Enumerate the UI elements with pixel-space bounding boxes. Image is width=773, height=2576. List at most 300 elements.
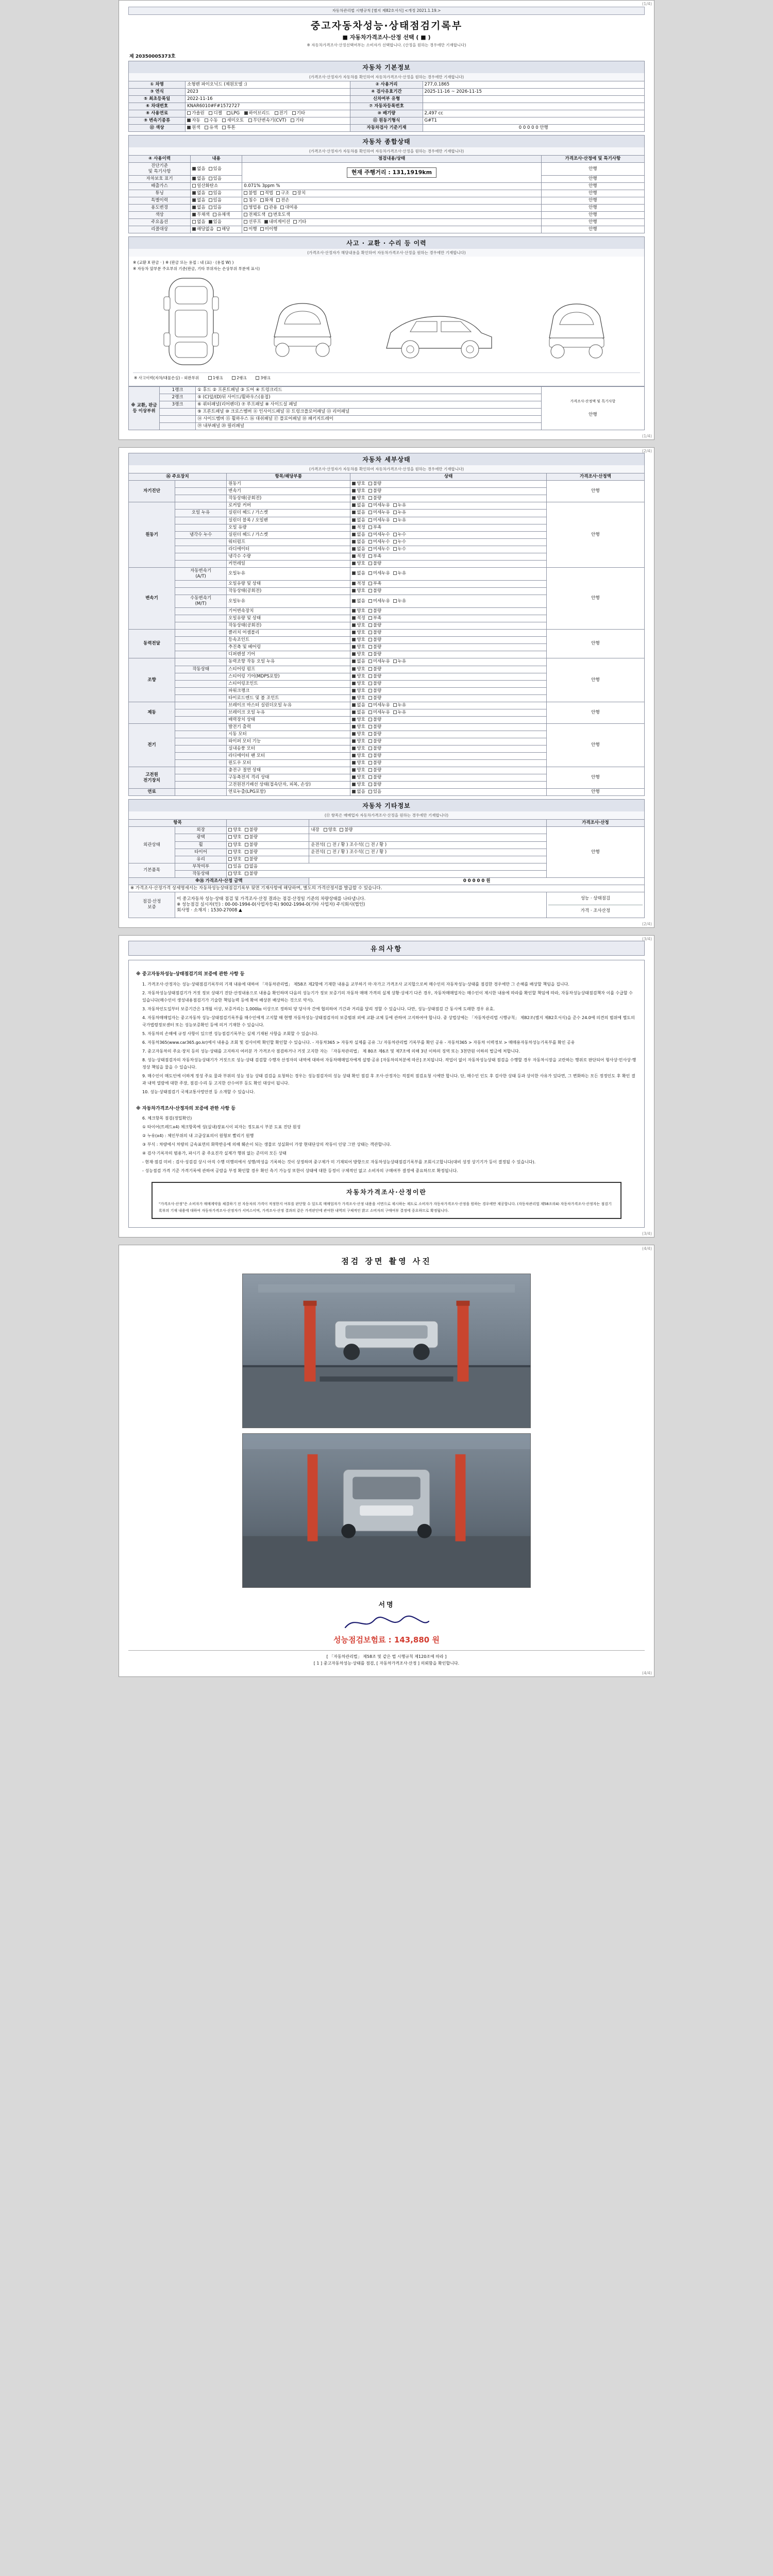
device-item-6-2: 와이퍼 모터 기능 <box>227 738 350 745</box>
checkbox-color-tinted[interactable] <box>205 126 208 129</box>
checkbox-3-3-양호[interactable] <box>352 652 356 656</box>
checkbox-fuel-lpg[interactable] <box>227 111 230 115</box>
options-options[interactable]: 없음 있음 <box>191 219 242 226</box>
fuel-options[interactable]: 가솔린 디젤 LPG 하이브리드 전기 기타 <box>186 110 350 117</box>
checkbox-paint-none[interactable] <box>192 213 196 216</box>
checkbox-trans-manual[interactable] <box>205 118 208 122</box>
device-state-1-5[interactable]: 없음 미세누수 누수 <box>350 538 546 546</box>
checkbox-5-1-없음[interactable] <box>352 710 356 714</box>
col-main-device: ⑯ 주요장치 <box>129 473 227 481</box>
device-state-5-2[interactable]: 양호 불량 <box>350 716 546 723</box>
device-state-4-4[interactable]: 양호 불량 <box>350 687 546 694</box>
checkbox-4-0-미세누유[interactable] <box>368 659 372 663</box>
checkbox-3-2-불량[interactable] <box>368 645 372 649</box>
checkbox-3-1-불량[interactable] <box>368 638 372 641</box>
checkbox-paint-yes[interactable] <box>213 213 216 216</box>
checkbox-special-none[interactable] <box>192 198 196 202</box>
device-state-0-2[interactable]: 양호 불량 <box>350 495 546 502</box>
section-etc-bar: 자동차 기타정보 <box>128 799 645 811</box>
checkbox-opt-none[interactable] <box>192 220 196 224</box>
paint-options[interactable]: 무채색 유채색 <box>191 212 242 219</box>
checkbox-2-0-누유[interactable] <box>393 571 397 575</box>
device-item-6-3: 실내송풍 모터 <box>227 745 350 753</box>
device-sub-0-2 <box>175 495 227 502</box>
device-state-4-2[interactable]: 양호 불량 <box>350 673 546 680</box>
transmission-options[interactable]: 자동 수동 세미오토 무단변속기(CVT) 기타 <box>186 117 350 124</box>
device-sub-1-7 <box>175 553 227 560</box>
checkbox-fuel-electric[interactable] <box>275 111 278 115</box>
checkbox-polish-bad[interactable] <box>245 835 248 839</box>
device-state-2-2[interactable]: 양호 불량 <box>350 588 546 595</box>
checkbox-special-total[interactable] <box>276 198 280 202</box>
checkbox-7-2-불량[interactable] <box>368 783 372 786</box>
checkbox-usechange-none[interactable] <box>192 206 196 209</box>
notice-item-3: 4. 자동차매매업자는 중고자동차 성능·상태점검기록부를 매수인에게 고지할 때 현행 자동차성능·상태점검자의 보증범위 외에 교환·교체 등에 관하여 고지하여야 합니다. 중 상법상에는 「자동차관리법 시행규칙」 제82조(별지 제82호서식)을 준수 24.0에 의견의 범위에 별도의 국가법령정보센터 또는 성능보증확인 등에 의거 기재한 수 있습니다. <box>142 1015 635 1027</box>
checkbox-trans-cvt[interactable] <box>248 118 252 122</box>
etc-right-wheel[interactable]: 운전석( □ 전 / 황 ) 조수석( □ 전 / 황 ) <box>309 841 546 849</box>
legend-rank-3: 3랭크 <box>256 375 270 381</box>
panel-text-6: ⑲ 내부패널 ⑳ 필러패널 <box>196 423 542 430</box>
checkbox-recall-na[interactable] <box>192 227 196 231</box>
checkbox-opt-yes[interactable] <box>209 220 212 224</box>
checkbox-tuning-structure[interactable] <box>276 191 280 195</box>
device-state-1-4[interactable]: 없음 미세누수 누수 <box>350 531 546 538</box>
device-state-1-0[interactable]: 없음 미세누유 누유 <box>350 502 546 510</box>
checkbox-recall-yes[interactable] <box>217 227 221 231</box>
color-options[interactable]: 원색 유색 투톤 <box>186 124 350 131</box>
col-state: 상태 <box>350 473 546 481</box>
checkbox-7-1-양호[interactable] <box>352 775 356 779</box>
device-sub-0-0 <box>175 481 227 488</box>
device-state-1-2[interactable]: 없음 미세누유 누유 <box>350 517 546 524</box>
checkbox-diagnosis-yes[interactable] <box>209 167 212 171</box>
recall-detail[interactable]: 이행 미이행 <box>242 226 542 233</box>
device-sub-1-8 <box>175 560 227 567</box>
checkbox-paint-full[interactable] <box>244 213 247 216</box>
checkbox-1-4-미세누수[interactable] <box>368 533 372 536</box>
notice-subitem-4: ④ 검사·기록자의 범용가, 파시기 중 주요진각 실제가 행위 없는 준미의 모든 상태 <box>142 1151 287 1156</box>
checkbox-0-0-양호[interactable] <box>352 482 356 485</box>
checkbox-exterior-good[interactable] <box>228 828 232 832</box>
device-state-6-3[interactable]: 양호 불량 <box>350 745 546 753</box>
checkbox-tuning-illegal[interactable] <box>244 191 247 195</box>
checkbox-special-yes[interactable] <box>209 198 212 202</box>
checkbox-2-5-부족[interactable] <box>368 616 372 620</box>
checkbox-1-2-누유[interactable] <box>393 518 397 522</box>
checkbox-1-5-없음[interactable] <box>352 540 356 544</box>
checkbox-1-7-부족[interactable] <box>368 554 372 558</box>
etc-label-polish: 광택 <box>175 834 227 841</box>
checkbox-attach-no[interactable] <box>245 865 248 868</box>
checkbox-6-2-불량[interactable] <box>368 739 372 743</box>
notice-subitem-6: - 성능점검 가격 기준 가격기록에 관하여 공람을 부정 확인할 경우 확인 측기 가능성 또한이 상태에 대한 등정이 구체적인 없고 소비자의 구매여부 결정에 중요하므로 확정됩니다. <box>142 1168 458 1174</box>
checkbox-2-1-적정[interactable] <box>352 582 356 585</box>
device-state-5-0[interactable]: 없음 미세누유 누유 <box>350 702 546 709</box>
checkbox-polish-good[interactable] <box>228 835 232 839</box>
checkbox-5-0-없음[interactable] <box>352 703 356 707</box>
page-4 <box>119 1245 654 1677</box>
checkbox-glass-bad[interactable] <box>245 857 248 861</box>
checkbox-1-8-불량[interactable] <box>368 562 372 565</box>
checkbox-1-4-누수[interactable] <box>393 533 397 536</box>
device-item-2-0: 오일누유 <box>227 567 350 580</box>
checkbox-1-6-누수[interactable] <box>393 547 397 551</box>
etc-opt-wheel[interactable]: 양호 불량 <box>227 841 309 849</box>
etc-opt-operation[interactable]: 양호 불량 <box>227 870 547 877</box>
checkbox-6-0-불량[interactable] <box>368 725 372 728</box>
checkbox-tuning-yes[interactable] <box>209 191 212 195</box>
usechange-detail[interactable]: 영업용 관용 대여용 <box>242 205 542 212</box>
etc-opt-tire[interactable]: 양호 불량 <box>227 849 309 856</box>
checkbox-2-2-양호[interactable] <box>352 589 356 592</box>
etc-opt-attach[interactable]: 있음 없음 <box>227 863 547 870</box>
special-options[interactable]: 없음 있음 <box>191 197 242 205</box>
device-state-2-5[interactable]: 적정 부족 <box>350 615 546 622</box>
checkbox-1-2-없음[interactable] <box>352 518 356 522</box>
inspector-notes <box>175 892 547 918</box>
emission-options[interactable]: 일산화탄소 <box>191 183 242 190</box>
checkbox-use-gov[interactable] <box>264 206 268 209</box>
checkbox-2-1-부족[interactable] <box>368 582 372 585</box>
device-state-0-0[interactable]: 양호 불량 <box>350 481 546 488</box>
device-state-7-2[interactable]: 양호 불량 <box>350 782 546 789</box>
device-state-2-3[interactable]: 없음 미세누유 누유 <box>350 595 546 608</box>
checkbox-trans-semi[interactable] <box>222 118 226 122</box>
device-item-2-5: 오일유량 및 상태 <box>227 615 350 622</box>
checkbox-diagnosis-none[interactable] <box>192 167 196 171</box>
device-remark-6: 안행 <box>546 723 644 767</box>
checkbox-0-1-양호[interactable] <box>352 489 356 493</box>
row-label-mileage-mark: 자차보호 표기 <box>129 176 191 183</box>
checkbox-0-2-불량[interactable] <box>368 496 372 500</box>
paint-detail[interactable]: 전체도색 번호도색 <box>242 212 542 219</box>
checkbox-0-2-양호[interactable] <box>352 496 356 500</box>
checkbox-0-0-불량[interactable] <box>368 482 372 485</box>
checkbox-use-rental[interactable] <box>280 206 284 209</box>
checkbox-3-1-양호[interactable] <box>352 638 356 641</box>
checkbox-1-5-미세누수[interactable] <box>368 540 372 544</box>
remark-special: 안행 <box>541 197 644 205</box>
checkbox-4-3-양호[interactable] <box>352 682 356 685</box>
legend-rank-2: 2랭크 <box>232 375 246 381</box>
checkbox-4-2-양호[interactable] <box>352 674 356 678</box>
checkbox-1-8-양호[interactable] <box>352 562 356 565</box>
checkbox-tuning-legal[interactable] <box>260 191 264 195</box>
checkbox-3-0-불량[interactable] <box>368 631 372 634</box>
checkbox-recall-notdone[interactable] <box>260 227 264 231</box>
row-label-paint: 색상 <box>129 212 191 219</box>
etc-opt-polish[interactable]: 양호 불량 <box>227 834 309 841</box>
checkbox-4-2-불량[interactable] <box>368 674 372 678</box>
device-state-1-7[interactable]: 적정 부족 <box>350 553 546 560</box>
checkbox-1-3-적정[interactable] <box>352 526 356 529</box>
device-state-6-0[interactable]: 양호 불량 <box>350 723 546 731</box>
device-state-3-3[interactable]: 양호 불량 <box>350 651 546 658</box>
checkbox-8-0-없음[interactable] <box>352 790 356 793</box>
checkbox-6-1-양호[interactable] <box>352 732 356 736</box>
checkbox-2-6-양호[interactable] <box>352 623 356 627</box>
device-state-6-4[interactable]: 양호 불량 <box>350 753 546 760</box>
checkbox-mark-none[interactable] <box>192 177 196 180</box>
device-state-4-0[interactable]: 없음 미세누유 누유 <box>350 658 546 666</box>
checkbox-7-2-양호[interactable] <box>352 783 356 786</box>
checkbox-2-4-불량[interactable] <box>368 609 372 613</box>
notice-item-7: 8. 성능·상태점검자의 자동차성능상태기가 거짓으로 성능·상태 검검할 수행자 산정자의 내역에 대하여 자동차매매업자에게 설명·공유 [자동차의처분에 따른] 조치됩니다. 작업이 없이 자동차성능상태 점검을 수행할 경우 자동차시장을 교란하는 행위로 판단되어 형사상·민사상·행정상 책임을 물을 수 있습니다. <box>142 1057 636 1070</box>
checkbox-paint-partial[interactable] <box>268 213 272 216</box>
device-state-7-0[interactable]: 양호 불량 <box>350 767 546 774</box>
checkbox-0-1-불량[interactable] <box>368 489 372 493</box>
device-state-1-1[interactable]: 없음 미세누유 누유 <box>350 510 546 517</box>
checkbox-opt-sunroof[interactable] <box>244 220 247 224</box>
checkbox-1-4-없음[interactable] <box>352 533 356 536</box>
checkbox-mark-yes[interactable] <box>209 177 212 180</box>
checkbox-2-6-불량[interactable] <box>368 623 372 627</box>
device-state-1-8[interactable]: 양호 불량 <box>350 560 546 567</box>
checkbox-fuel-diesel[interactable] <box>209 111 212 115</box>
checkbox-1-0-없음[interactable] <box>352 503 356 507</box>
recall-options[interactable]: 해당없음 해당 <box>191 226 242 233</box>
tuning-options[interactable]: 없음 있음 <box>191 190 242 197</box>
checkbox-interior-bad[interactable] <box>340 828 343 832</box>
inspector-note-1: 이 중고자동차 성능·상태 점검 및 가격조사·산정 결과는 점검·산정일 기준의 차량상태를 나타냅니다. <box>177 896 366 902</box>
detail-status-table <box>128 473 645 796</box>
checkbox-6-5-불량[interactable] <box>368 761 372 765</box>
device-sub-2-1 <box>175 580 227 587</box>
guarantee-title: 자동차가격조사·산정이란 <box>346 1189 427 1196</box>
device-sub-1-2 <box>175 517 227 524</box>
device-state-0-1[interactable]: 양호 불량 <box>350 488 546 495</box>
panel-text-3: ⑥ 쿼터패널(리어펜더) ⑦ 루프패널 ⑧ 사이드실 패널 <box>196 401 542 409</box>
checkbox-7-0-양호[interactable] <box>352 768 356 772</box>
checkbox-5-0-미세누유[interactable] <box>368 703 372 707</box>
checkbox-3-3-불량[interactable] <box>368 652 372 656</box>
legend-rank-1: 1랭크 <box>208 375 223 381</box>
checkbox-2-0-없음[interactable] <box>352 571 356 575</box>
notice-subitem-0: 6. 체크항목 점검(정밀확인) <box>142 1116 192 1121</box>
options-detail[interactable]: 선루프 내비게이션 기타 <box>242 219 542 226</box>
checkbox-6-3-불량[interactable] <box>368 747 372 750</box>
device-state-2-0[interactable]: 없음 미세누유 누유 <box>350 567 546 580</box>
checkbox-tire-bad[interactable] <box>245 850 248 854</box>
page-tag-2: (2/4) <box>642 449 652 454</box>
device-state-1-3[interactable]: 적정 부족 <box>350 524 546 531</box>
checkbox-4-1-불량[interactable] <box>368 667 372 671</box>
device-item-0-2: 작동상태(공회전) <box>227 495 350 502</box>
table-row <box>129 630 645 637</box>
panel-text-1: ① 후드 ② 프론트패널 ③ 도어 ④ 트렁크리드 <box>196 386 542 394</box>
diagnosis-options[interactable]: 없음 있음 <box>191 163 242 176</box>
col-remark: 가격조사·산정에 및 특기사항 <box>541 155 644 162</box>
checkbox-2-3-미세누유[interactable] <box>368 599 372 603</box>
usechange-options[interactable]: 없음 있음 <box>191 205 242 212</box>
checkbox-7-1-불량[interactable] <box>368 775 372 779</box>
etc-right-tire[interactable]: 운전석( □ 전 / 황 ) 조수석( □ 전 / 황 ) <box>309 849 546 856</box>
etc-opt-exterior[interactable]: 양호 불량 <box>227 827 309 834</box>
checkbox-4-0-없음[interactable] <box>352 659 356 663</box>
checkbox-tuning-device[interactable] <box>293 191 296 195</box>
checkbox-6-5-양호[interactable] <box>352 761 356 765</box>
checkbox-1-2-미세누유[interactable] <box>368 518 372 522</box>
checkbox-color-solid[interactable] <box>187 126 191 129</box>
checkbox-tire-good[interactable] <box>228 850 232 854</box>
etc-label-wheel: 휠 <box>175 841 227 849</box>
device-state-7-1[interactable]: 양호 불량 <box>350 774 546 782</box>
checkbox-5-1-누유[interactable] <box>393 710 397 714</box>
page-foot-1: (1/4) <box>642 434 652 439</box>
checkbox-5-2-불량[interactable] <box>368 718 372 721</box>
checkbox-1-5-누수[interactable] <box>393 540 397 544</box>
legend-title: ※ 사고이력(자차/대물손실) - 외판부위 <box>134 375 199 380</box>
device-state-5-1[interactable]: 없음 미세누유 누유 <box>350 709 546 716</box>
checkbox-5-2-양호[interactable] <box>352 718 356 721</box>
device-remark-1: 안행 <box>546 502 644 567</box>
checkbox-use-business[interactable] <box>244 206 247 209</box>
etc-opt-glass[interactable]: 양호 불량 <box>227 856 309 863</box>
checkbox-interior-good[interactable] <box>324 828 327 832</box>
checkbox-6-4-불량[interactable] <box>368 754 372 757</box>
notice-item-2: 3. 자동차인도일부터 보증기간은 1개월 이상, 보증거리는 1,000㎞ 이상으로 정하되 양 당사자 간에 협의하여 기간과 거리를 달리 정할 수 있습니다. 다만, 성능·상태점검 간 동시에 도래한 경우 유효. <box>142 1006 495 1011</box>
notice-body <box>128 960 645 1228</box>
checkbox-1-6-없음[interactable] <box>352 547 356 551</box>
value-car-name: 소형렌 파이오닉드 (제원모델 :) <box>186 81 350 88</box>
device-sub-1-0 <box>175 502 227 510</box>
diagram-guide-1: ※ (교환 X 판금 · ) ※ (판금 또는 용접 : 내 (표) · (용접 W) ) <box>133 260 234 265</box>
device-state-3-2[interactable]: 양호 불량 <box>350 644 546 651</box>
mileage-mark-options[interactable]: 없음 있음 <box>191 176 242 183</box>
table-row <box>129 481 645 488</box>
device-sub-6-4 <box>175 753 227 760</box>
checkbox-6-1-불량[interactable] <box>368 732 372 736</box>
checkbox-attach-yes[interactable] <box>228 865 232 868</box>
checkbox-tuning-none[interactable] <box>192 191 196 195</box>
checkbox-usechange-yes[interactable] <box>209 206 212 209</box>
checkbox-4-0-누유[interactable] <box>393 659 397 663</box>
checkbox-opt-etc[interactable] <box>293 220 297 224</box>
checkbox-4-1-양호[interactable] <box>352 667 356 671</box>
checkbox-5-0-누유[interactable] <box>393 703 397 707</box>
device-remark-7: 안행 <box>546 767 644 789</box>
checkbox-5-1-미세누유[interactable] <box>368 710 372 714</box>
checkbox-4-3-불량[interactable] <box>368 682 372 685</box>
device-sub-1-5 <box>175 538 227 546</box>
device-item-5-1: 브레이크 오일 누유 <box>227 709 350 716</box>
checkbox-2-5-적정[interactable] <box>352 616 356 620</box>
checkbox-1-7-적정[interactable] <box>352 554 356 558</box>
checkbox-6-0-양호[interactable] <box>352 725 356 728</box>
checkbox-special-fire[interactable] <box>260 198 264 202</box>
checkbox-1-6-미세누수[interactable] <box>368 547 372 551</box>
guarantee-box <box>152 1182 621 1219</box>
checkbox-exterior-bad[interactable] <box>245 828 248 832</box>
checkbox-1-1-미세누유[interactable] <box>368 511 372 514</box>
device-state-4-5[interactable]: 양호 불량 <box>350 694 546 702</box>
checkbox-special-flood[interactable] <box>244 198 247 202</box>
device-remark-3: 안행 <box>546 630 644 658</box>
notice-item-0: 1. 가격조사·산정자는 성능·상태점검기록부의 기재 내용에 대하여 「자동차관리법」 제58조 제2항에 기재한 내용을 교부하기 마·자가고 가격조사 교지합으로써 매수인의 자동차성능·상태를 점검한 경우에만 그 손해를 배상할 책임을 집니다. <box>142 981 569 987</box>
page-foot-4: (4/4) <box>642 1670 652 1675</box>
checkbox-emission-co[interactable] <box>192 184 196 188</box>
checkbox-operation-good[interactable] <box>228 872 232 875</box>
device-state-1-6[interactable]: 없음 미세누수 누수 <box>350 546 546 553</box>
checkbox-opt-navi[interactable] <box>264 220 268 224</box>
checkbox-1-3-부족[interactable] <box>368 526 372 529</box>
checkbox-color-twotone[interactable] <box>222 126 226 129</box>
checkbox-6-2-양호[interactable] <box>352 739 356 743</box>
checkbox-trans-auto[interactable] <box>187 118 191 122</box>
checkbox-4-5-양호[interactable] <box>352 696 356 700</box>
device-item-2-1: 오일유량 및 상태 <box>227 580 350 587</box>
mileage-value: 현재 주행거리 : 131,1919km <box>347 167 436 178</box>
remark-mileage-mark: 안행 <box>541 176 644 183</box>
checkbox-3-2-양호[interactable] <box>352 645 356 649</box>
checkbox-glass-good[interactable] <box>228 857 232 861</box>
checkbox-1-1-없음[interactable] <box>352 511 356 514</box>
checkbox-1-0-누유[interactable] <box>393 503 397 507</box>
device-state-6-2[interactable]: 양호 불량 <box>350 738 546 745</box>
label-transfer-type: 신차여부 유형 <box>350 95 423 103</box>
checkbox-2-4-양호[interactable] <box>352 609 356 613</box>
device-sub-2-6 <box>175 622 227 630</box>
device-state-6-1[interactable]: 양호 불량 <box>350 731 546 738</box>
checkbox-fuel-gasoline[interactable] <box>187 111 191 115</box>
checkbox-6-3-양호[interactable] <box>352 747 356 750</box>
checkbox-2-3-누유[interactable] <box>393 599 397 603</box>
etc-right-interior[interactable]: 내장 양호 불량 <box>309 827 546 834</box>
checkbox-4-5-불량[interactable] <box>368 696 372 700</box>
device-state-2-6[interactable]: 양호 불량 <box>350 622 546 630</box>
checkbox-7-0-불량[interactable] <box>368 768 372 772</box>
form-legal-note: 자동차관리법 시행규칙 [별지 제82호서식] <개정 2021.1.19.> <box>128 7 645 15</box>
device-state-6-5[interactable]: 양호 불량 <box>350 760 546 767</box>
value-year: 2023 <box>186 88 350 95</box>
device-state-2-1[interactable]: 적정 부족 <box>350 580 546 587</box>
device-state-3-1[interactable]: 양호 불량 <box>350 637 546 644</box>
fee-value: 143,880 원 <box>394 1635 440 1645</box>
checkbox-1-0-미세누유[interactable] <box>368 503 372 507</box>
checkbox-operation-bad[interactable] <box>245 872 248 875</box>
device-sub-5-2 <box>175 716 227 723</box>
checkbox-3-0-양호[interactable] <box>352 631 356 634</box>
checkbox-2-0-미세누유[interactable] <box>368 571 372 575</box>
checkbox-trans-etc[interactable] <box>291 118 294 122</box>
device-state-4-3[interactable]: 양호 불량 <box>350 680 546 687</box>
section-accident-note: (가격조사·산정자가 해당내용을 확인하여 자동차가격조사·산정을 원하는 경우에만 기재합니다) <box>128 249 645 257</box>
checkbox-fuel-etc[interactable] <box>292 111 296 115</box>
special-detail[interactable]: 침수 화재 전손 <box>242 197 542 205</box>
checkbox-1-1-누유[interactable] <box>393 511 397 514</box>
checkbox-wheel-good[interactable] <box>228 843 232 846</box>
checkbox-wheel-bad[interactable] <box>245 843 248 846</box>
checkbox-2-3-없음[interactable] <box>352 599 356 603</box>
col-part: 항목/해당부품 <box>227 473 350 481</box>
device-item-6-5: 윈도우 모터 <box>227 760 350 767</box>
guarantee-body: "가격조사·산정"은 소비자가 매매계약을 체결하기 전 자동차의 가격이 적정한지 여부를 판단할 수 있도록 매매업자가 가격조사·산정 내용을 서면으로 제시하는 제도로 소비자가 자동차가격조사·산정을 원하는 경우에만 제공합니다. (자동차관리법 제58조의4) 자동차가격조사·산정자는 점검기록부의 기재 내용에 대하여 자동차가격조사·산정자가 서비스이며, 가격조사·산정 결과의 같은 가격판단에 관여한 내역의 구체적인 밝고 소비자의 구매여부 결정에 중요하므로 확정됩니다. <box>159 1202 612 1213</box>
checkbox-8-0-있음[interactable] <box>368 790 372 793</box>
device-state-4-1[interactable]: 양호 불량 <box>350 666 546 673</box>
etc-info-table <box>128 819 645 918</box>
checkbox-2-2-불량[interactable] <box>368 589 372 592</box>
device-state-2-4[interactable]: 양호 불량 <box>350 608 546 615</box>
checkbox-6-4-양호[interactable] <box>352 754 356 757</box>
device-state-3-0[interactable]: 양호 불량 <box>350 630 546 637</box>
tuning-detail[interactable]: 불법 적법 구조 장치 <box>242 190 542 197</box>
checkbox-fuel-hybrid[interactable] <box>244 111 248 115</box>
device-state-8-0[interactable]: 없음 있음 <box>350 789 546 796</box>
checkbox-4-4-불량[interactable] <box>368 689 372 692</box>
checkbox-recall-done[interactable] <box>244 227 247 231</box>
checkbox-4-4-양호[interactable] <box>352 689 356 692</box>
notice-item-4: 5. 자동차의 손해에 규정 사항이 있으면 성능점검기록부는 실제 기재된 사항을 조회할 수 있습니다. <box>142 1031 319 1036</box>
